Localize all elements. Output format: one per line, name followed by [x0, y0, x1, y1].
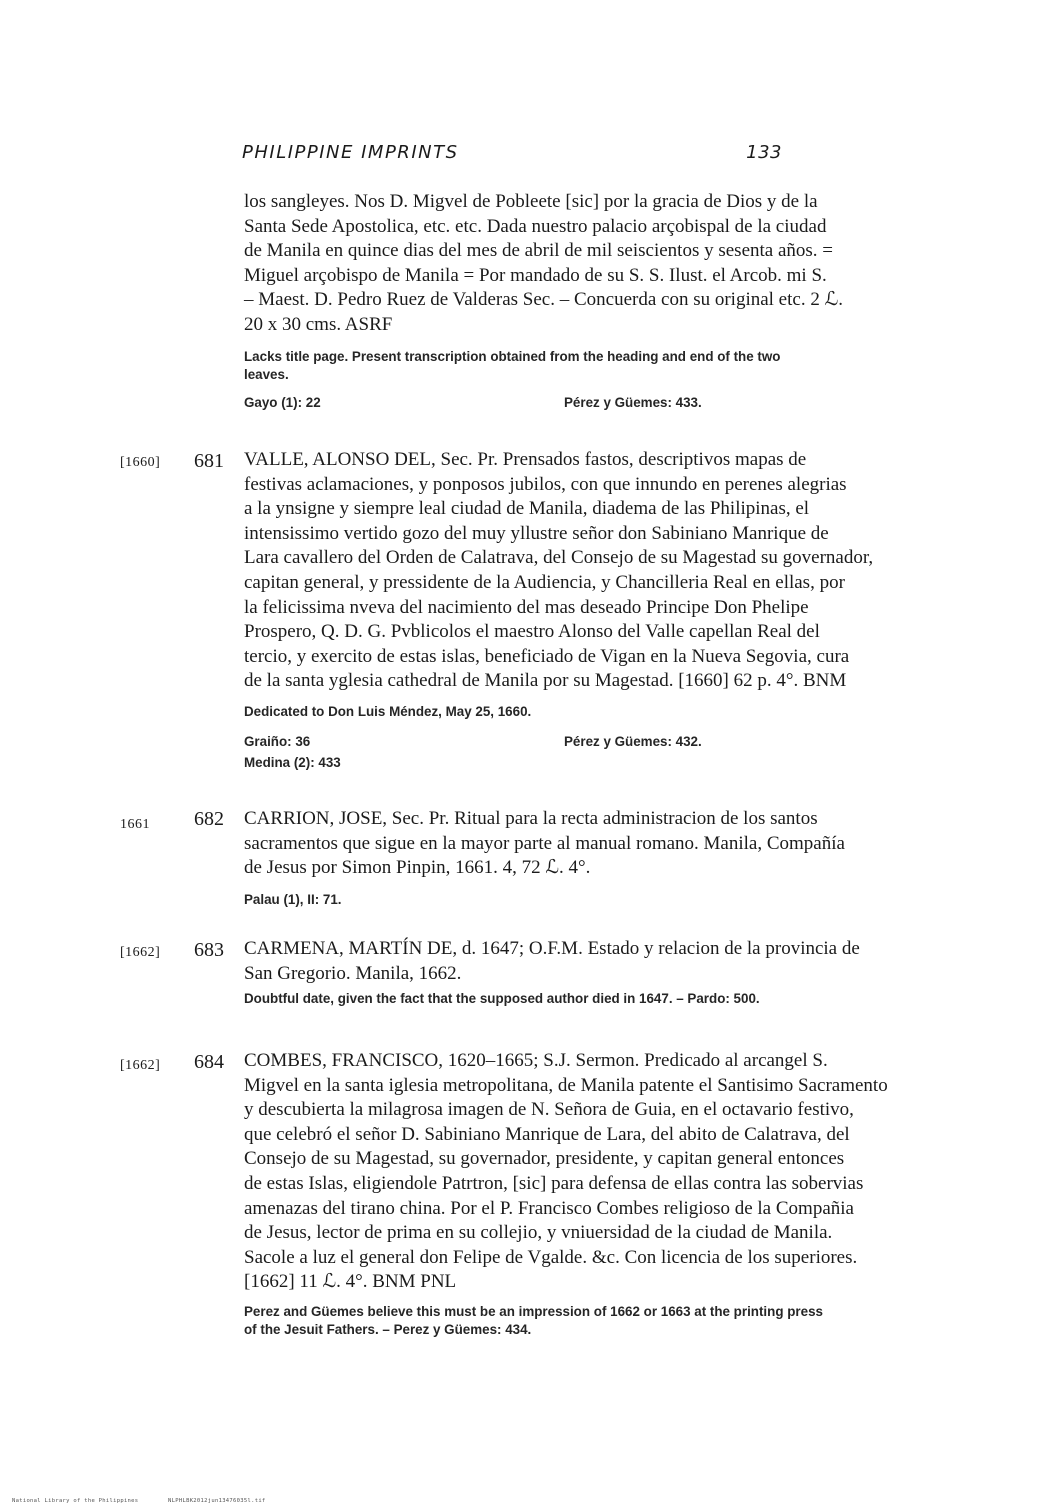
references: [244, 731, 924, 773]
note-line: Lacks title page. Present transcription obtained from the heading and end of the two: [244, 348, 781, 364]
scan-footer: [12, 1498, 266, 1504]
text-line: los sangleyes. Nos D. Migvel de Pobleete [sic] por la gracia de Dios y de la: [244, 191, 818, 212]
text-line: CARMENA, MARTÍN DE, d. 1647; O.F.M. Estado y relacion de la provincia de: [244, 938, 860, 959]
entry-number: 683: [194, 939, 224, 961]
text-line: tercio, y exercito de estas islas, beneficiado de Vigan en la Nueva Segovia, cura: [244, 645, 850, 667]
entry-number: 684: [194, 1051, 224, 1073]
reference-left: Graiño: 36: [244, 733, 311, 749]
catalog-entry-684: [244, 1049, 924, 1339]
entry-text: [244, 1049, 924, 1295]
entry-date: [1662]: [120, 945, 161, 960]
reference-left: Palau (1), II: 71.: [244, 891, 342, 907]
reference-left: Gayo (1): 22: [244, 394, 321, 410]
entry-note: [244, 703, 924, 721]
entry-text: [244, 807, 924, 881]
running-header: [242, 142, 782, 163]
text-line: San Gregorio. Manila, 1662.: [244, 962, 462, 984]
catalog-entry-683: [244, 937, 924, 1008]
text-line: Prospero, Q. D. G. Pvblicolos el maestro Alonso del Valle capellan Real del: [244, 621, 820, 643]
file-id: NLPHLBK2012jun13476035l.tif: [168, 1498, 266, 1504]
note-line: of the Jesuit Fathers. – Perez y Güemes: 434.: [244, 1321, 532, 1337]
text-line: la felicissima nveva del nacimiento del mas deseado Principe Don Phelipe: [244, 596, 809, 618]
text-line: de Jesus por Simon Pinpin, 1661. 4, 72 ℒ. 4°.: [244, 857, 591, 879]
text-line: intensissimo vertido gozo del muy yllustre señor don Sabiniano Manrique de: [244, 522, 829, 544]
note-line: leaves.: [244, 366, 289, 382]
text-line: – Maest. D. Pedro Ruez de Valderas Sec. – Concuerda con su original etc. 2 ℒ.: [244, 289, 844, 311]
text-line: CARRION, JOSE, Sec. Pr. Ritual para la recta administracion de los santos: [244, 808, 818, 829]
text-line: 20 x 30 cms. ASRF: [244, 313, 393, 335]
entry-note: [244, 348, 924, 384]
entry-note: [244, 1303, 924, 1339]
entry-text: [244, 190, 924, 338]
text-line: amenazas del tirano china. Por el P. Francisco Combes religioso de la Compañia: [244, 1197, 854, 1219]
text-line: Lara cavallero del Orden de Calatrava, del Consejo de su Magestad su governador,: [244, 547, 874, 569]
text-line: Migvel en la santa iglesia metropolitana, de Manila patente el Santisimo Sacramento: [244, 1074, 888, 1096]
reference-right: Pérez y Güemes: 432.: [564, 733, 702, 749]
text-line: festivas aclamaciones, y ponposos jubilos, con que innundo en perenes alegrias: [244, 473, 847, 495]
entry-note: [244, 990, 924, 1008]
continuation-entry: [244, 190, 924, 413]
text-line: de Jesus, lector de prima en su collejio, y vniuersidad de la ciudad de Manila.: [244, 1222, 833, 1244]
entry-date: [1660]: [120, 455, 161, 470]
text-line: Sacole a luz el general don Felipe de Vgalde. &c. Con licencia de los superiores.: [244, 1246, 858, 1268]
references: [244, 392, 924, 413]
text-line: COMBES, FRANCISCO, 1620–1665; S.J. Sermon. Predicado al arcangel S.: [244, 1050, 828, 1071]
page-number: 133: [746, 142, 782, 163]
note-line: Doubtful date, given the fact that the supposed author died in 1647. – Pardo: 500.: [244, 991, 760, 1007]
reference-left: Medina (2): 433: [244, 754, 341, 770]
entry-date: 1661: [120, 817, 150, 832]
entry-text: [244, 448, 924, 694]
text-line: VALLE, ALONSO DEL, Sec. Pr. Prensados fastos, descriptivos mapas de: [244, 449, 807, 470]
text-line: [1662] 11 ℒ. 4°. BNM PNL: [244, 1271, 457, 1293]
references: [244, 889, 924, 910]
text-line: a la ynsigne y siempre leal ciudad de Manila, diadema de las Philipinas, el: [244, 498, 810, 520]
text-line: de la santa yglesia cathedral de Manila por su Magestad. [1660] 62 p. 4°. BNM: [244, 670, 847, 692]
entry-date: [1662]: [120, 1058, 161, 1073]
entry-text: [244, 937, 924, 986]
note-line: Perez and Güemes believe this must be an impression of 1662 or 1663 at the printing press: [244, 1303, 823, 1319]
reference-right: Pérez y Güemes: 433.: [564, 394, 702, 410]
entry-number: 682: [194, 808, 224, 830]
text-line: que celebró el señor D. Sabiniano Manrique de Lara, del abito de Calatrava, del: [244, 1123, 850, 1145]
text-line: Consejo de su Magestad, su governador, presidente, y capitan general entonces: [244, 1148, 845, 1170]
catalog-entry-681: [244, 448, 924, 773]
catalog-entry-682: [244, 807, 924, 910]
note-line: Dedicated to Don Luis Méndez, May 25, 1660.: [244, 703, 532, 719]
text-line: y descubierta la milagrosa imagen de N. Señora de Guia, en el octavario festivo,: [244, 1099, 854, 1121]
running-title: PHILIPPINE IMPRINTS: [242, 142, 459, 163]
text-line: de Manila en quince dias del mes de abril de mil seiscientos y sesenta años. =: [244, 240, 833, 262]
text-line: capitan general, y pressidente de la Audiencia, y Chancilleria Real en ellas, por: [244, 571, 845, 593]
text-line: Santa Sede Apostolica, etc. etc. Dada nuestro palacio arçobispal de la ciudad: [244, 215, 827, 237]
text-line: sacramentos que sigue en la mayor parte al manual romano. Manila, Compañía: [244, 832, 845, 854]
text-line: de estas Islas, eligiendole Patrtron, [sic] para defensa de ellas contra las sobervias: [244, 1172, 864, 1194]
text-line: Miguel arçobispo de Manila = Por mandado de su S. S. Ilust. el Arcob. mi S.: [244, 264, 827, 286]
library-credit: National Library of the Philippines: [12, 1498, 139, 1504]
entry-number: 681: [194, 450, 224, 472]
